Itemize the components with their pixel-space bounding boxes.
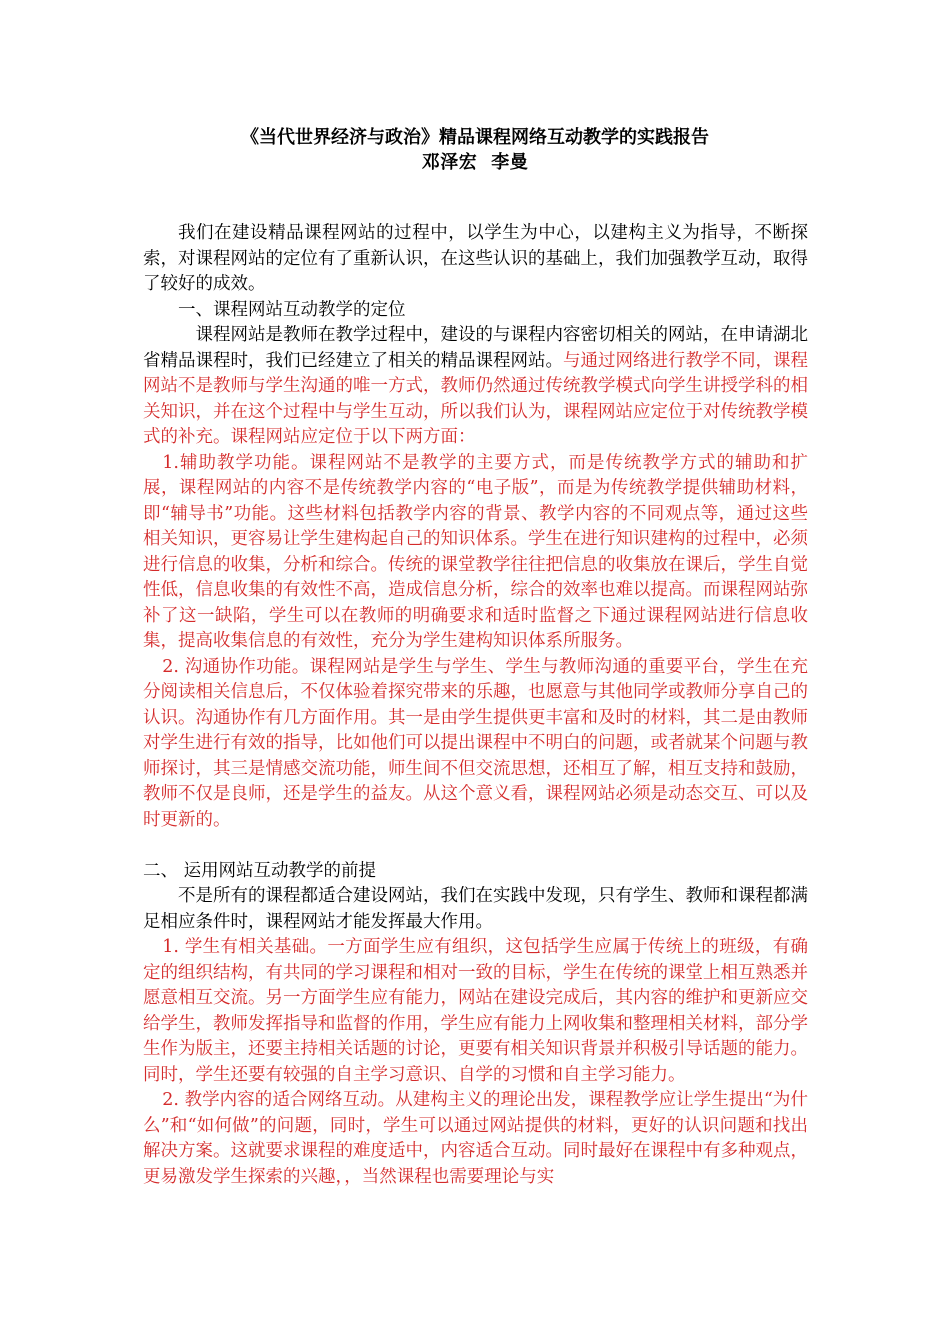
section-2-heading: 二、 运用网站互动教学的前提 [143,860,377,881]
section-2-item-1: 1. 学生有相关基础。一方面学生应有组织，这包括学生应属于传统上的班级，有确定的组织结构，有共同的学习课程和相对一致的目标，学生在传统的课堂上相互熟悉并愿意相互交流。另一方面学生应有能力，网站在建设完成后，其内容的维护和更新应交给学生，教师发挥指导和监督的作用，学生应有能力上网收集和整理相关材料，部分学生作为版主，还要主持相关话题的讨论，更要有相关知识背景并积极引导话题的能力。同时，学生还要有较强的自主学习意识、自学的习惯和自主学习能力。 [143,937,808,1085]
section-2-item-2: 2. 教学内容的适合网络互动。从建构主义的理论出发，课程教学应让学生提出“为什么”和“如何做”的问题，同时，学生可以通过网站提供的材料，更好的认识问题和找出解决方案。这就要求课程的难度适中，内容适合互动。同时最好在课程中有多种观点，更易激发学生探索的兴趣，，当然课程也需要理论与实 [143,1090,808,1187]
section-spacer [143,833,808,859]
section-2-paragraph: 不是所有的课程都适合建设网站，我们在实践中发现，只有学生、教师和课程都满足相应条件时，课程网站才能发挥最大作用。 [143,886,808,932]
section-1-text-black: 课程网站是教师在教学过程中，建设的与课程内容密切相关的网站，在申请湖北省精品课程时，我们已经建立了相关的精品课程网站。 [143,325,808,371]
document-body [143,221,808,1190]
section-1-text-red: 与通过网络进行教学不同，课程网站不是教师与学生沟通的唯一方式，教师仍然通过传统教学模式向学生讲授学科的相关知识，并在这个过程中与学生互动，所以我们认为，课程网站应定位于对传统教学模式的补充。课程网站应定位于以下两方面： [143,350,808,447]
section-1-paragraph [143,323,808,451]
document-authors [0,150,950,176]
intro-paragraph: 我们在建设精品课程网站的过程中，以学生为中心，以建构主义为指导，不断探索，对课程网站的定位有了重新认识，在这些认识的基础上，我们加强教学互动，取得了较好的成效。 [143,223,808,294]
author-2: 李曼 [491,152,529,173]
section-1-heading: 一、课程网站互动教学的定位 [178,299,406,320]
author-1: 邓泽宏 [421,152,478,173]
section-1-item-1: 1.辅助教学功能。课程网站不是教学的主要方式，而是传统教学方式的辅助和扩展，课程网站的内容不是传统教学内容的“电子版”，而是为传统教学提供辅助材料，即“辅导书”功能。这些材料包括教学内容的背景、教学内容的不同观点等，通过这些相关知识，更容易让学生建构起自己的知识体系。学生在进行知识建构的过程中，必须进行信息的收集，分析和综合。传统的课堂教学往往把信息的收集放在课后，学生自觉性低，信息收集的有效性不高，造成信息分析，综合的效率也难以提高。而课程网站弥补了这一缺陷，学生可以在教师的明确要求和适时监督之下通过课程网站进行信息收集，提高收集信息的有效性，充分为学生建构知识体系所服务。 [143,452,808,651]
document-title: 《当代世界经济与政治》精品课程网络互动教学的实践报告 [241,127,709,148]
section-1-item-2: 2. 沟通协作功能。课程网站是学生与学生、学生与教师沟通的重要平台，学生在充分阅读相关信息后，不仅体验着探究带来的乐趣，也愿意与其他同学或教师分享自己的认识。沟通协作有几方面作用。其一是由学生提供更丰富和及时的材料，其二是由教师对学生进行有效的指导，比如他们可以提出课程中不明白的问题，或者就某个问题与教师探讨，其三是情感交流功能，师生间不但交流思想，还相互了解，相互支持和鼓励，教师不仅是良师，还是学生的益友。从这个意义看，课程网站必须是动态交互、可以及时更新的。 [143,656,808,830]
